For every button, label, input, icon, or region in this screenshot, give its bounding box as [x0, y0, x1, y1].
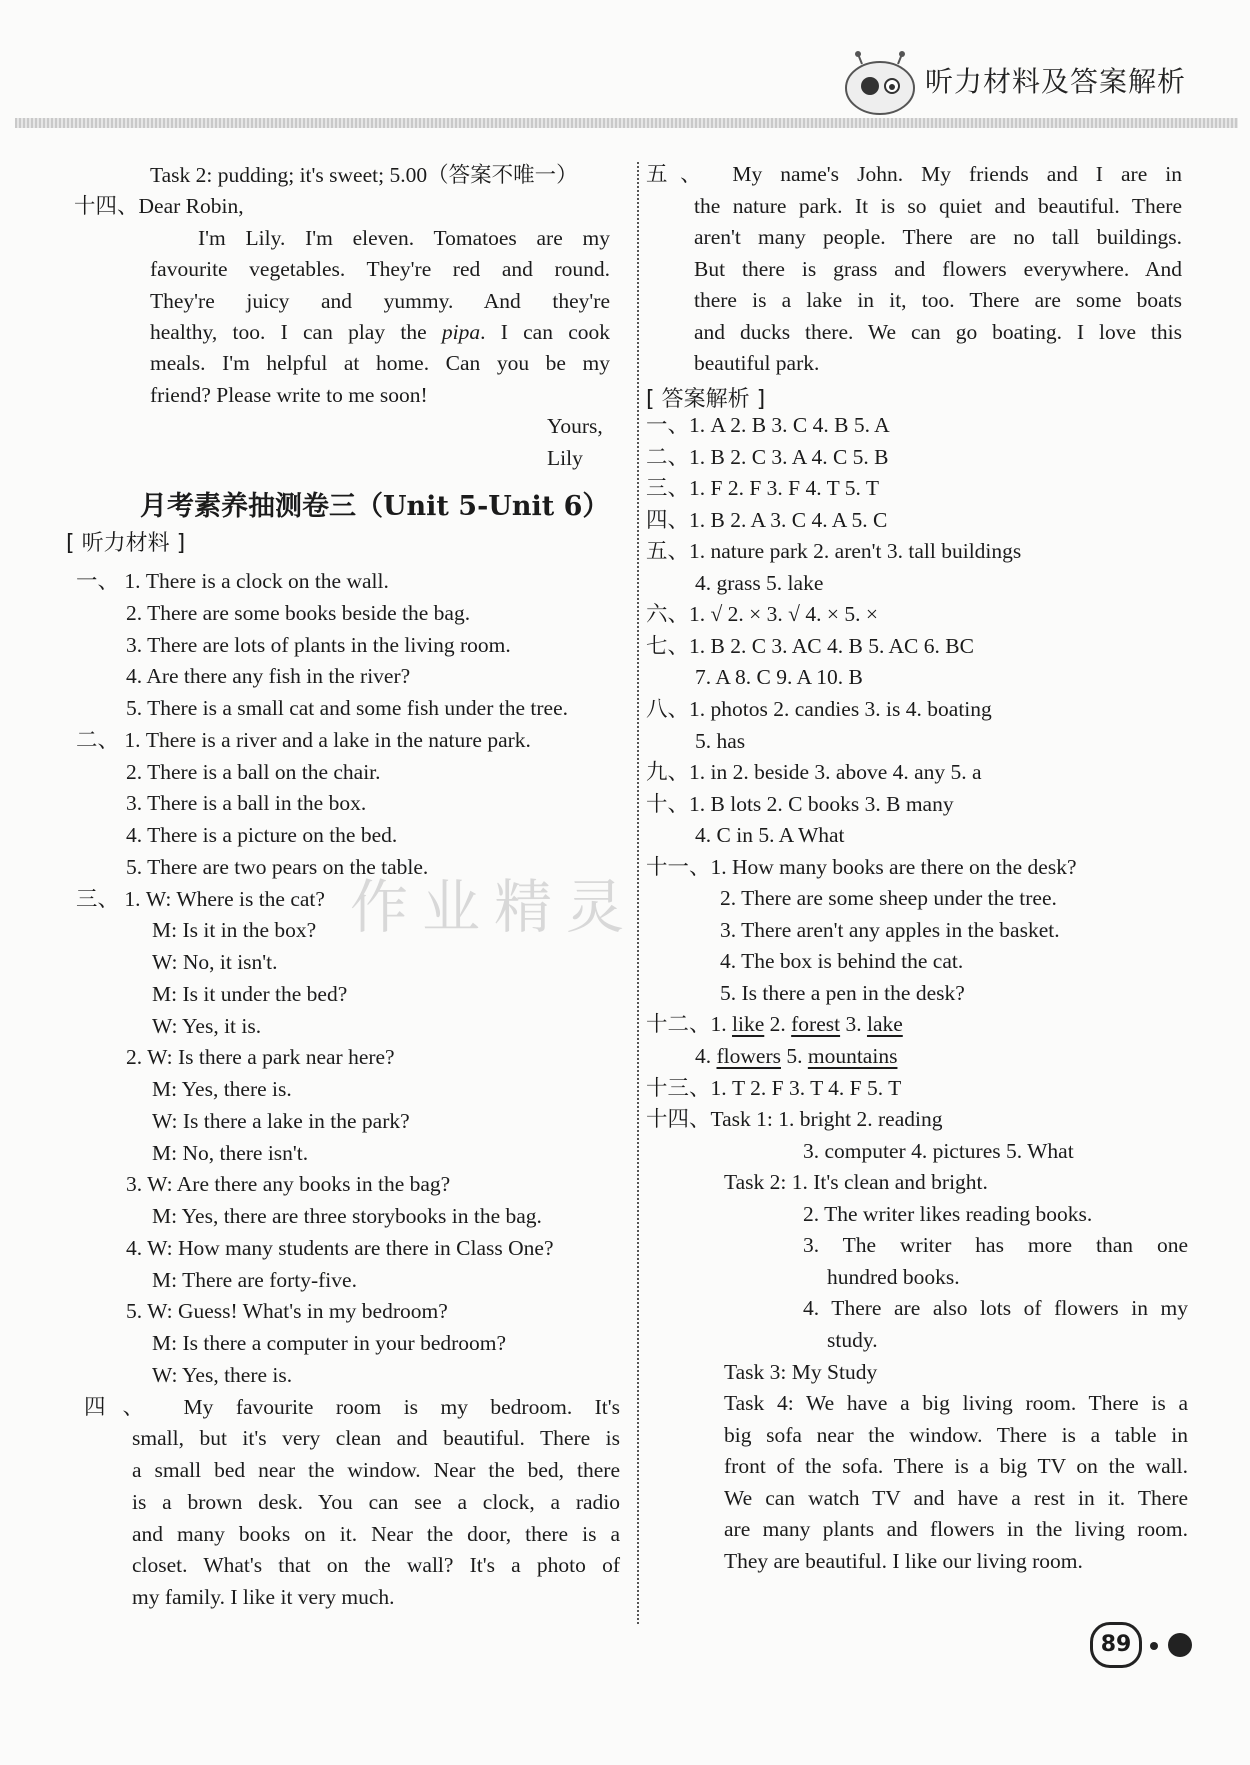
left_top-line: 十四、Dear Robin,: [74, 194, 244, 219]
left_main-line: W: Is there a lake in the park?: [152, 1108, 410, 1133]
listening-label: [ 听力材料 ]: [66, 531, 186, 556]
right_main-line: 十、1. B lots 2. C books 3. B many: [646, 791, 954, 816]
right_main-line: Task 3: My Study: [724, 1359, 878, 1384]
right_main-line: 5. Is there a pen in the desk?: [720, 980, 965, 1005]
left_main-line: 3. W: Are there any books in the bag?: [126, 1172, 451, 1197]
left_main-line: and many books on it. Near the door, there is a: [132, 1521, 620, 1546]
left_main-line: 4. There is a picture on the bed.: [126, 823, 398, 847]
watermark: 作业精灵: [350, 873, 639, 941]
left_main-line: W: Yes, it is.: [152, 1013, 262, 1038]
left_top-line: I'm Lily. I'm eleven. Tomatoes are my: [198, 225, 610, 250]
right_main-line: 十一、1. How many books are there on the desk?: [646, 854, 1077, 879]
right_main-line: 七、1. B 2. C 3. AC 4. B 5. AC 6. BC: [646, 633, 974, 658]
left_main-line: 一、 1. There is a clock on the wall.: [76, 569, 389, 593]
left_top-line: meals. I'm helpful at home. Can you be my: [150, 351, 610, 376]
right_main-line: 2. There are some sheep under the tree.: [720, 886, 1057, 911]
right_top-line: there is a lake in it, too. There are some boats: [694, 288, 1182, 312]
right_main-line: 十三、1. T 2. F 3. T 4. F 5. T: [646, 1075, 902, 1100]
left_main-line: 四、 My favourite room is my bedroom. It's: [84, 1394, 620, 1419]
page-number: 89: [1090, 1622, 1142, 1668]
right_main-line: big sofa near the window. There is a table in: [724, 1422, 1188, 1447]
right_top-line: beautiful park.: [694, 351, 820, 375]
left_main-line: 5. There are two pears on the table.: [126, 854, 429, 879]
right_main-line: We can watch TV and have a rest in it. There: [724, 1485, 1188, 1510]
right_main-line: 十二、1. like 2. forest 3. lake: [646, 1012, 903, 1037]
left_main-line: M: Yes, there is.: [152, 1077, 292, 1101]
left_main-line: closet. What's that on the wall? It's a photo of: [132, 1553, 620, 1578]
left_top-line: favourite vegetables. They're red and round.: [150, 257, 610, 282]
right_top-line: the nature park. It is so quiet and beautiful. There: [694, 193, 1182, 218]
left_main-line: my family. I like it very much.: [132, 1585, 395, 1609]
left_main-line: 2. There is a ball on the chair.: [126, 759, 381, 784]
left_main-line: M: There are forty-five.: [152, 1267, 357, 1292]
left_main-line: M: Is it in the box?: [152, 918, 317, 943]
left_main-line: M: Is it under the bed?: [152, 981, 348, 1006]
left_main-line: W: No, it isn't.: [152, 950, 278, 974]
dot-small-icon: [1150, 1642, 1158, 1650]
right_main-line: 十四、Task 1: 1. bright 2. reading: [646, 1107, 943, 1132]
left_main-line: 5. W: Guess! What's in my bedroom?: [126, 1299, 448, 1324]
left_main-line: M: Is there a computer in your bedroom?: [152, 1331, 507, 1355]
header-rule: [15, 118, 1238, 128]
left_main-line: 5. There is a small cat and some fish under the tree.: [126, 696, 568, 720]
right_main-line: 二、1. B 2. C 3. A 4. C 5. B: [646, 444, 889, 469]
right_main-line: 5. has: [695, 728, 746, 753]
right_main-line: 3. computer 4. pictures 5. What: [803, 1138, 1074, 1163]
left_top-line: They're juicy and yummy. And they're: [150, 288, 610, 313]
left_main-line: is a brown desk. You can see a clock, a radio: [132, 1489, 620, 1514]
left_main-line: 3. There are lots of plants in the living room.: [126, 632, 511, 657]
right_main-line: 2. The writer likes reading books.: [803, 1201, 1093, 1226]
left_main-line: W: Yes, there is.: [152, 1362, 293, 1387]
right_top-line: aren't many people. There are no tall buildings.: [694, 225, 1182, 249]
left_main-line: M: No, there isn't.: [152, 1140, 309, 1165]
right_main-line: 一、1. A 2. B 3. C 4. B 5. A: [646, 413, 890, 437]
right_main-line: hundred books.: [827, 1264, 960, 1289]
right_main-line: 四、1. B 2. A 3. C 4. A 5. C: [646, 507, 888, 532]
header-title: 听力材料及答案解析: [925, 65, 1187, 98]
left_main-line: 3. There is a ball in the box.: [126, 791, 367, 816]
left_main-line: M: Yes, there are three storybooks in the bag.: [152, 1204, 542, 1228]
right_main-line: 八、1. photos 2. candies 3. is 4. boating: [646, 696, 992, 721]
right_main-line: 4. grass 5. lake: [695, 570, 824, 595]
left_top-line: healthy, too. I can play the pipa. I can cook: [150, 320, 610, 344]
right_main-line: They are beautiful. I like our living room.: [724, 1548, 1083, 1573]
answers-label: [ 答案解析 ]: [646, 387, 766, 412]
left_main-line: 2. There are some books beside the bag.: [126, 600, 471, 625]
left_main-line: 2. W: Is there a park near here?: [126, 1045, 395, 1070]
left_top-line: Lily: [547, 445, 583, 470]
right_main-line: 五、1. nature park 2. aren't 3. tall buildings: [646, 539, 1022, 564]
right_main-line: 4. C in 5. A What: [695, 823, 845, 848]
right_main-line: Task 4: We have a big living room. There is a: [724, 1391, 1188, 1416]
right_main-line: 4. There are also lots of flowers in my: [803, 1296, 1188, 1321]
left_top-line: Task 2: pudding; it's sweet; 5.00（答案不唯一）: [150, 163, 578, 187]
right_main-line: front of the sofa. There is a big TV on the wall.: [724, 1454, 1188, 1479]
left_main-line: small, but it's very clean and beautiful. There is: [132, 1426, 620, 1451]
mascot-icon: [840, 48, 918, 116]
right_main-line: 4. The box is behind the cat.: [720, 949, 964, 974]
right_main-line: 六、1. √ 2. × 3. √ 4. × 5. ×: [646, 602, 878, 627]
right_main-line: study.: [827, 1327, 878, 1352]
right_main-line: are many plants and flowers in the living room.: [724, 1517, 1188, 1542]
right_top-line: But there is grass and flowers everywhere. And: [694, 256, 1182, 281]
left_main-line: 4. W: How many students are there in Class One?: [126, 1235, 554, 1260]
page-header: [0, 0, 1250, 140]
right_top-line: and ducks there. We can go boating. I love this: [694, 319, 1182, 344]
section-title: 月考素养抽测卷三（Unit 5-Unit 6）: [140, 491, 610, 522]
left_top-line: Yours,: [547, 414, 603, 439]
right_main-line: 三、1. F 2. F 3. F 4. T 5. T: [646, 476, 879, 501]
right_main-line: 九、1. in 2. beside 3. above 4. any 5. a: [646, 760, 982, 785]
dot-large-icon: [1168, 1633, 1192, 1657]
right_main-line: 7. A 8. C 9. A 10. B: [695, 665, 863, 690]
left_main-line: a small bed near the window. Near the bed, there: [132, 1458, 620, 1482]
left_main-line: 二、 1. There is a river and a lake in the nature park.: [76, 727, 531, 752]
right_main-line: 4. flowers 5. mountains: [695, 1044, 898, 1068]
left_main-line: 4. Are there any fish in the river?: [126, 664, 411, 689]
right_main-line: 3. The writer has more than one: [803, 1233, 1188, 1258]
left_top-line: friend? Please write to me soon!: [150, 382, 428, 407]
right_main-line: Task 2: 1. It's clean and bright.: [724, 1170, 988, 1195]
right_main-line: 3. There aren't any apples in the basket.: [720, 917, 1060, 942]
left_main-line: 三、 1. W: Where is the cat?: [76, 886, 325, 911]
right_top-line: 五、 My name's John. My friends and I are in: [646, 162, 1182, 186]
